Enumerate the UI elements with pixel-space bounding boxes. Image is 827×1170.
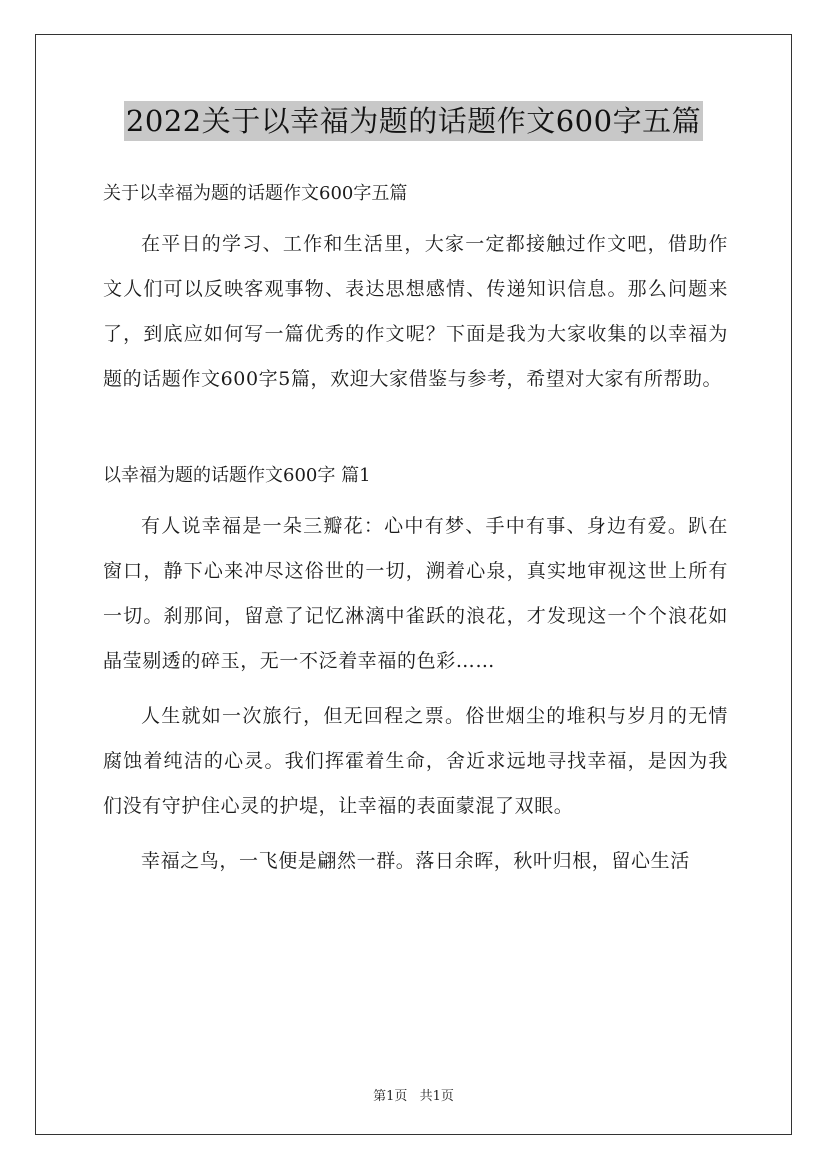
title-wrap bbox=[0, 101, 827, 141]
page-footer bbox=[0, 1085, 827, 1104]
page-number-current: 第1页 bbox=[373, 1089, 408, 1104]
essay-paragraph-3: 幸福之鸟，一飞便是翩然一群。落日余晖，秋叶归根，留心生活 bbox=[141, 850, 690, 872]
section-heading-essay-1: 以幸福为题的话题作文600字 篇1 bbox=[103, 465, 371, 486]
document-body bbox=[103, 176, 728, 884]
intro-paragraph: 在平日的学习、工作和生活里，大家一定都接触过作文吧，借助作文人们可以反映客观事物、表达思想感情、传递知识信息。那么问题来了，到底应如何写一篇优秀的作文呢？下面是我为大家收集的以幸福为题的话题作文600字5篇，欢迎大家借鉴与参考，希望对大家有所帮助。 bbox=[103, 233, 728, 390]
essay-paragraph-1: 有人说幸福是一朵三瓣花：心中有梦、手中有事、身边有爱。趴在窗口，静下心来冲尽这俗世的一切，溯着心泉，真实地审视这世上所有一切。刹那间，留意了记忆淋漓中雀跃的浪花，才发现这一个个浪花如晶莹剔透的碎玉，无一不泛着幸福的色彩…… bbox=[103, 515, 728, 672]
document-title: 2022关于以幸福为题的话题作文600字五篇 bbox=[124, 101, 703, 141]
page-number-total: 共1页 bbox=[419, 1089, 454, 1104]
section-heading-intro: 关于以幸福为题的话题作文600字五篇 bbox=[103, 183, 408, 204]
essay-paragraph-2: 人生就如一次旅行，但无回程之票。俗世烟尘的堆积与岁月的无情腐蚀着纯洁的心灵。我们挥霍着生命，舍近求远地寻找幸福，是因为我们没有守护住心灵的护堤，让幸福的表面蒙混了双眼。 bbox=[103, 705, 728, 817]
